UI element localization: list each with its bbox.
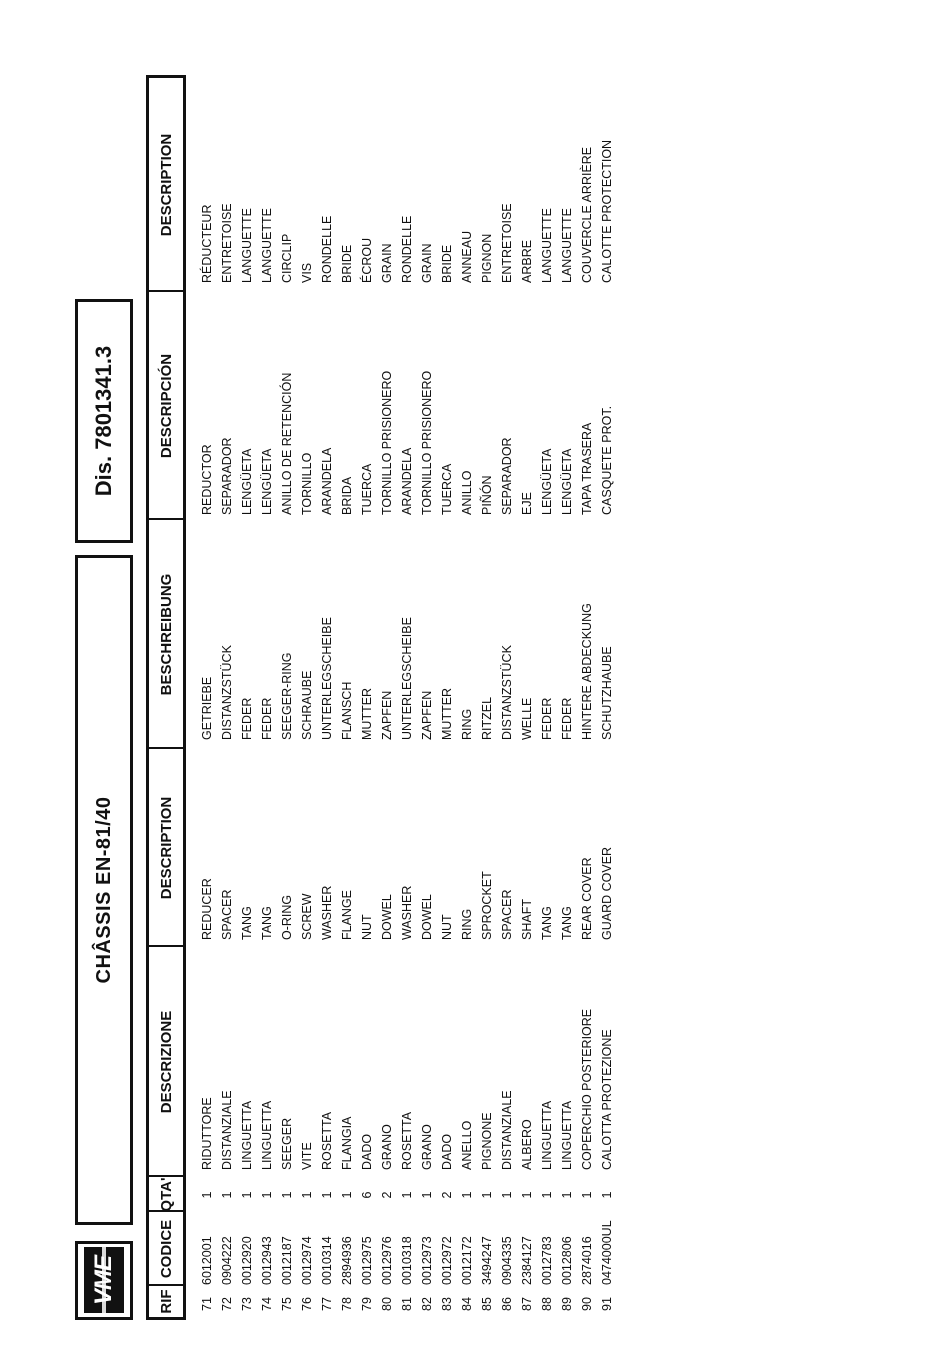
cell-codice: 0904222 [220,1236,234,1285]
cell-description-en: NUT [440,914,454,940]
cell-codice: 6012001 [200,1236,214,1285]
cell-qta: 1 [480,1191,494,1199]
cell-description-fr: LANGUETTE [260,207,274,283]
cell-beschreibung: MUTTER [440,687,454,740]
cell-description-en: TANG [240,906,254,940]
cell-beschreibung: FLANSCH [340,681,354,740]
cell-rif: 89 [560,1297,574,1311]
cell-description-fr: GRAIN [420,243,434,283]
logo-text: VME [90,1256,117,1306]
cell-rif: 91 [600,1297,614,1311]
cell-codice: 0474000UL [600,1220,614,1285]
cell-description-fr: BRIDE [440,244,454,283]
cell-codice: 0012975 [360,1236,374,1285]
cell-codice: 2384127 [520,1236,534,1285]
cell-qta: 1 [240,1191,254,1199]
cell-description-en: REDUCER [200,878,214,940]
table-row [218,70,238,1320]
cell-beschreibung: FEDER [240,697,254,740]
table-row [338,70,358,1320]
cell-description-fr: LANGUETTE [560,207,574,283]
cell-description-en: WASHER [400,885,414,940]
drawing-number-box [75,299,133,543]
cell-rif: 84 [460,1297,474,1311]
cell-codice: 0012974 [300,1236,314,1285]
cell-qta: 1 [580,1191,594,1199]
table-row [318,70,338,1320]
cell-description-fr: LANGUETTE [540,207,554,283]
header-description-en: DESCRIPTION [157,796,175,900]
cell-qta: 1 [260,1191,274,1199]
cell-beschreibung: FEDER [260,697,274,740]
cell-descripcion: TUERCA [440,463,454,515]
cell-descrizione: LINGUETTA [260,1100,274,1170]
cell-description-fr: RONDELLE [320,215,334,283]
table-row [378,70,398,1320]
table-row [498,70,518,1320]
cell-codice: 0012943 [260,1236,274,1285]
cell-descrizione: SEEGER [280,1117,294,1170]
table-header [146,75,186,1320]
cell-descrizione: GRANO [420,1124,434,1170]
cell-beschreibung: UNTERLEGSCHEIBE [400,617,414,740]
table-row [598,70,618,1320]
cell-description-en: REAR COVER [580,857,594,940]
cell-beschreibung: RING [460,708,474,740]
cell-description-en: DOWEL [420,894,434,940]
parts-list-sheet [70,70,614,1320]
cell-descripcion: CASQUETE PROT. [600,405,614,515]
page-title: CHÂSSIS EN-81/40 [92,796,115,984]
cell-rif: 80 [380,1297,394,1311]
cell-beschreibung: SCHUTZHAUBE [600,646,614,740]
cell-descripcion: LENGÜETA [560,448,574,515]
cell-description-fr: ANNEAU [460,230,474,283]
cell-rif: 81 [400,1297,414,1311]
cell-descrizione: RIDUTTORE [200,1097,214,1170]
cell-description-en: DOWEL [380,894,394,940]
cell-descrizione: DADO [360,1133,374,1170]
cell-descrizione: FLANGIA [340,1116,354,1170]
cell-qta: 1 [460,1191,474,1199]
cell-descrizione: LINGUETTA [560,1100,574,1170]
cell-codice: 0010318 [400,1236,414,1285]
table-row [458,70,478,1320]
cell-description-fr: CIRCLIP [280,233,294,283]
table-row [238,70,258,1320]
header-codice: CODICE [157,1219,175,1279]
cell-descrizione: VITE [300,1142,314,1170]
cell-descrizione: LINGUETTA [240,1100,254,1170]
cell-beschreibung: HINTERE ABDECKUNG [580,603,594,740]
cell-description-fr: VIS [300,262,314,283]
cell-qta: 1 [600,1191,614,1199]
cell-description-fr: PIGNON [480,233,494,283]
header-descripcion: DESCRIPCIÓN [157,353,175,459]
cell-beschreibung: FEDER [560,697,574,740]
cell-descrizione: CALOTTA PROTEZIONE [600,1029,614,1170]
cell-description-fr: BRIDE [340,244,354,283]
cell-qta: 1 [300,1191,314,1199]
cell-qta: 1 [520,1191,534,1199]
cell-codice: 0012172 [460,1236,474,1285]
cell-qta: 1 [340,1191,354,1199]
cell-qta: 1 [220,1191,234,1199]
cell-descripcion: PIÑÓN [480,475,494,515]
cell-descrizione: ROSETTA [320,1111,334,1170]
table-row [518,70,538,1320]
cell-rif: 77 [320,1297,334,1311]
cell-descripcion: ARANDELA [400,447,414,515]
cell-beschreibung: SCHRAUBE [300,670,314,740]
table-row [278,70,298,1320]
cell-description-en: GUARD COVER [600,846,614,940]
cell-rif: 79 [360,1297,374,1311]
cell-description-fr: COUVERCLE ARRIÈRE [580,146,594,283]
cell-descrizione: LINGUETTA [540,1100,554,1170]
cell-descripcion: TORNILLO PRISIONERO [380,370,394,515]
cell-description-en: WASHER [320,885,334,940]
cell-qta: 1 [560,1191,574,1199]
cell-descrizione: DISTANZIALE [500,1090,514,1170]
cell-description-fr: ENTRETOISE [500,203,514,283]
cell-description-en: SHAFT [520,899,534,940]
cell-rif: 87 [520,1297,534,1311]
cell-codice: 0012920 [240,1236,254,1285]
cell-descrizione: ANELLO [460,1120,474,1170]
cell-description-en: SPACER [220,889,234,940]
cell-codice: 0012976 [380,1236,394,1285]
cell-beschreibung: FEDER [540,697,554,740]
cell-description-en: RING [460,908,474,940]
cell-qta: 2 [440,1191,454,1199]
cell-qta: 1 [280,1191,294,1199]
cell-description-fr: CALOTTE PROTECTION [600,139,614,283]
cell-rif: 86 [500,1297,514,1311]
table-row [558,70,578,1320]
cell-rif: 78 [340,1297,354,1311]
cell-qta: 1 [400,1191,414,1199]
header-description-fr: DESCRIPTION [157,133,175,237]
cell-rif: 85 [480,1297,494,1311]
cell-rif: 76 [300,1297,314,1311]
cell-description-en: FLANGE [340,889,354,940]
cell-descripcion: TORNILLO [300,452,314,515]
table-row [358,70,378,1320]
table-row [478,70,498,1320]
cell-descrizione: DADO [440,1133,454,1170]
header-rif: RIF [157,1289,175,1314]
header-qta: QTA' [157,1177,175,1212]
table-row [198,70,218,1320]
cell-beschreibung: UNTERLEGSCHEIBE [320,617,334,740]
cell-descrizione: PIGNONE [480,1112,494,1170]
cell-qta: 1 [420,1191,434,1199]
table-row [578,70,598,1320]
cell-description-en: NUT [360,914,374,940]
cell-rif: 72 [220,1297,234,1311]
cell-description-fr: ÉCROU [360,237,374,283]
cell-description-fr: RÉDUCTEUR [200,204,214,283]
cell-description-en: TANG [260,906,274,940]
cell-descripcion: ANILLO DE RETENCIÓN [280,372,294,515]
cell-descripcion: BRIDA [340,476,354,515]
cell-beschreibung: DISTANZSTÜCK [220,645,234,740]
table-row [438,70,458,1320]
cell-descripcion: LENGÜETA [260,448,274,515]
cell-beschreibung: ZAPFEN [420,690,434,740]
drawing-number: Dis. 7801341.3 [91,345,116,497]
cell-descripcion: TUERCA [360,463,374,515]
cell-descripcion: TORNILLO PRISIONERO [420,370,434,515]
cell-rif: 74 [260,1297,274,1311]
table-row [418,70,438,1320]
cell-codice: 0012806 [560,1236,574,1285]
cell-codice: 3494247 [480,1236,494,1285]
cell-codice: 2894936 [340,1236,354,1285]
cell-rif: 71 [200,1297,214,1311]
cell-rif: 88 [540,1297,554,1311]
cell-descripcion: SEPARADOR [500,437,514,515]
table-row [538,70,558,1320]
cell-descrizione: DISTANZIALE [220,1090,234,1170]
cell-rif: 83 [440,1297,454,1311]
cell-codice: 0012783 [540,1236,554,1285]
cell-codice: 2874016 [580,1236,594,1285]
cell-codice: 0012973 [420,1236,434,1285]
cell-descripcion: EJE [520,492,534,515]
logo-box [75,1241,133,1320]
cell-codice: 0012187 [280,1236,294,1285]
cell-description-en: TANG [560,906,574,940]
cell-description-fr: LANGUETTE [240,207,254,283]
cell-description-fr: GRAIN [380,243,394,283]
parts-table-body [198,70,618,1320]
cell-rif: 75 [280,1297,294,1311]
cell-qta: 1 [200,1191,214,1199]
cell-codice: 0904335 [500,1236,514,1285]
cell-description-en: O-RING [280,894,294,940]
cell-descripcion: ARANDELA [320,447,334,515]
vme-logo [84,1248,124,1314]
cell-beschreibung: WELLE [520,697,534,740]
cell-descripcion: REDUCTOR [200,444,214,515]
header-beschreibung: BESCHREIBUNG [157,573,175,696]
cell-description-fr: ARBRE [520,239,534,283]
cell-qta: 1 [500,1191,514,1199]
cell-descrizione: COPERCHIO POSTERIORE [580,1008,594,1170]
cell-rif: 73 [240,1297,254,1311]
cell-beschreibung: DISTANZSTÜCK [500,645,514,740]
cell-description-fr: ENTRETOISE [220,203,234,283]
table-row [258,70,278,1320]
cell-beschreibung: RITZEL [480,696,494,740]
cell-qta: 1 [540,1191,554,1199]
cell-descrizione: ROSETTA [400,1111,414,1170]
cell-qta: 6 [360,1191,374,1199]
cell-descripcion: TAPA TRASERA [580,422,594,515]
title-box [75,555,133,1225]
cell-beschreibung: MUTTER [360,687,374,740]
cell-qta: 1 [320,1191,334,1199]
cell-description-en: SPACER [500,889,514,940]
cell-descripcion: ANILLO [460,470,474,515]
cell-beschreibung: GETRIEBE [200,676,214,740]
cell-beschreibung: SEEGER-RING [280,652,294,740]
table-row [298,70,318,1320]
cell-codice: 0010314 [320,1236,334,1285]
cell-descripcion: SEPARADOR [220,437,234,515]
table-row [398,70,418,1320]
cell-codice: 0012972 [440,1236,454,1285]
cell-descripcion: LENGÜETA [540,448,554,515]
cell-rif: 82 [420,1297,434,1311]
header-descrizione: DESCRIZIONE [157,1010,175,1114]
cell-description-en: SCREW [300,893,314,940]
cell-beschreibung: ZAPFEN [380,690,394,740]
cell-descrizione: ALBERO [520,1119,534,1170]
cell-qta: 2 [380,1191,394,1199]
cell-description-en: TANG [540,906,554,940]
cell-descrizione: GRANO [380,1124,394,1170]
cell-description-en: SPROCKET [480,871,494,940]
cell-description-fr: RONDELLE [400,215,414,283]
cell-rif: 90 [580,1297,594,1311]
cell-descripcion: LENGÜETA [240,448,254,515]
